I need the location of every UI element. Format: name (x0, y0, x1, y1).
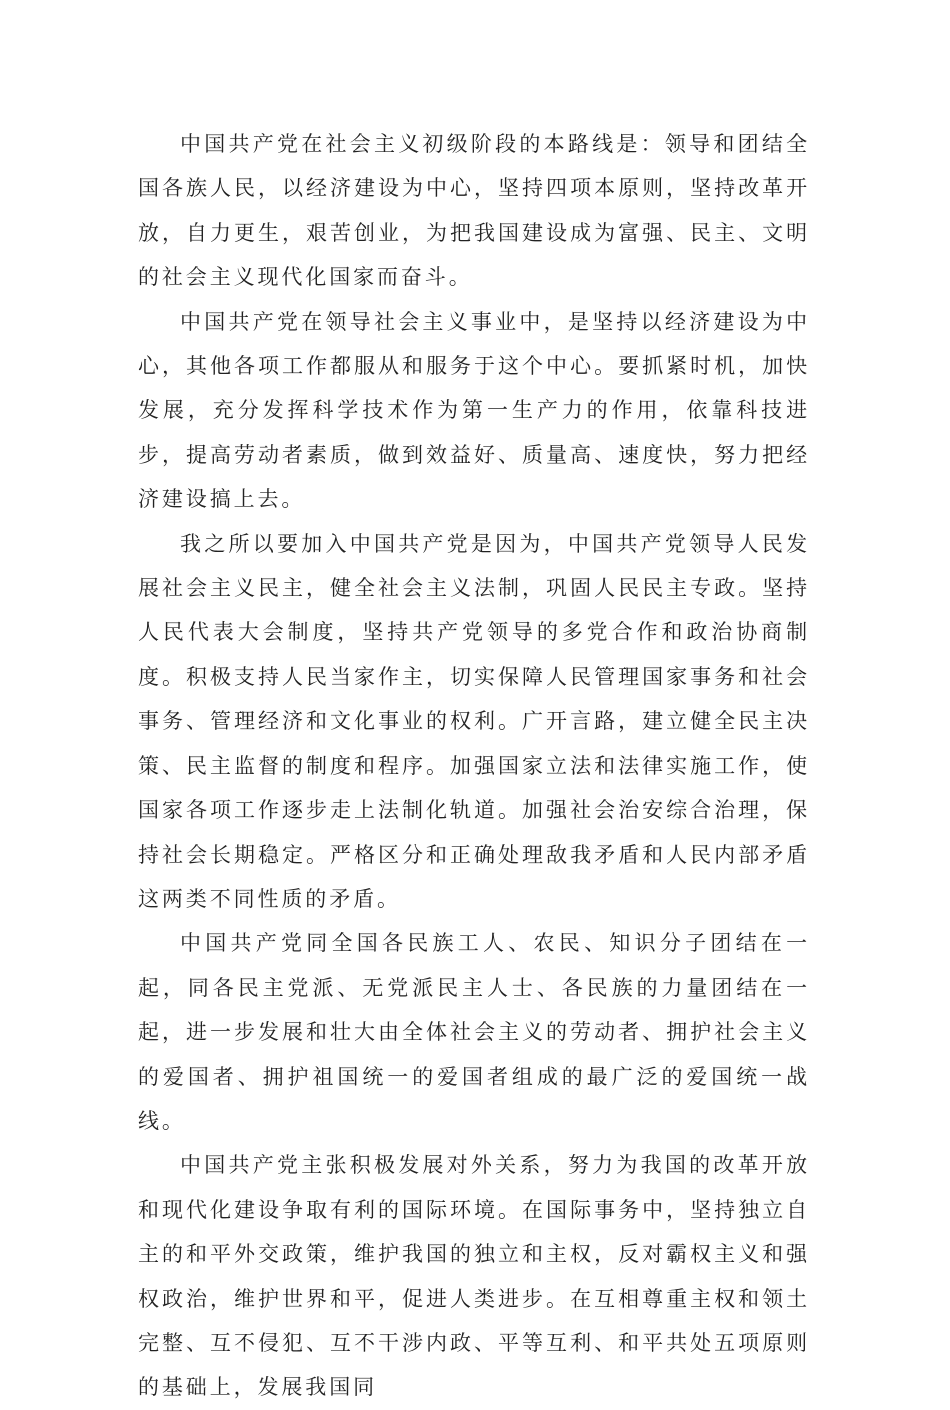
paragraph-4: 中国共产党同全国各民族工人、农民、知识分子团结在一起，同各民主党派、无党派民主人士、各民族的力量团结在一起，进一步发展和壮大由全体社会主义的劳动者、拥护社会主义的爱国者、拥护祖国统一的爱国者组成的最广泛的爱国统一战线。 (138, 931, 810, 1133)
paragraph-5: 中国共产党主张积极发展对外关系，努力为我国的改革开放和现代化建设争取有利的国际环境。在国际事务中，坚持独立自主的和平外交政策，维护我国的独立和主权，反对霸权主义和强权政治，维护世界和平，促进人类进步。在互相尊重主权和领土完整、互不侵犯、互不干涉内政、平等互利、和平共处五项原则的基础上，发展我国同 (138, 1153, 810, 1400)
paragraph-3: 我之所以要加入中国共产党是因为，中国共产党领导人民发展社会主义民主，健全社会主义法制，巩固人民民主专政。坚持人民代表大会制度，坚持共产党领导的多党合作和政治协商制度。积极支持人民当家作主，切实保障人民管理国家事务和社会事务、管理经济和文化事业的权利。广开言路，建立健全民主决策、民主监督的制度和程序。加强国家立法和法律实施工作，使国家各项工作逐步走上法制化轨道。加强社会治安综合治理，保持社会长期稳定。严格区分和正确处理敌我矛盾和人民内部矛盾这两类不同性质的矛盾。 (138, 531, 810, 911)
document-body (138, 122, 810, 1410)
paragraph-2: 中国共产党在领导社会主义事业中，是坚持以经济建设为中心，其他各项工作都服从和服务于这个中心。要抓紧时机，加快发展，充分发挥科学技术作为第一生产力的作用，依靠科技进步，提高劳动者素质，做到效益好、质量高、速度快，努力把经济建设搞上去。 (138, 309, 810, 512)
paragraph-1: 中国共产党在社会主义初级阶段的本路线是：领导和团结全国各族人民，以经济建设为中心，坚持四项本原则，坚持改革开放，自力更生，艰苦创业，为把我国建设成为富强、民主、文明的社会主义现代化国家而奋斗。 (138, 132, 810, 290)
